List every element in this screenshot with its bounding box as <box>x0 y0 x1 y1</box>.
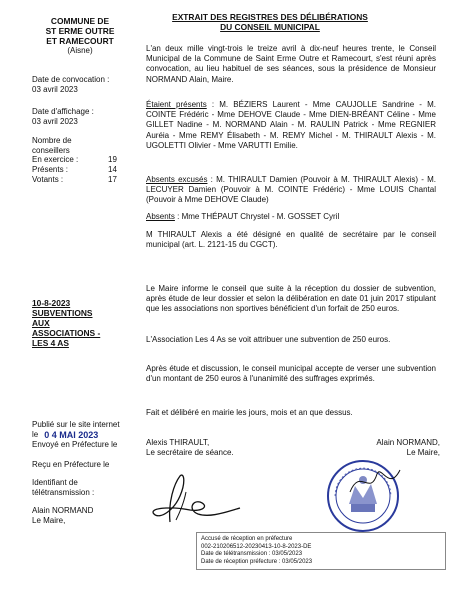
publication-stamp-date: 0 4 MAI 2023 <box>44 430 99 440</box>
count-row <box>32 155 132 165</box>
absents-label: Absents <box>146 212 175 221</box>
nombre-label-line: Nombre de <box>32 136 72 145</box>
body-paragraph-3: Après étude et discussion, le conseil municipal accepte de verser une subvention d'un montant de 250 euros à l'unanimité des suffrages exprimés. <box>146 364 436 384</box>
convocation-block <box>32 75 109 95</box>
commune-header <box>30 16 130 56</box>
commune-name-line: ST ERME OUTRE <box>45 26 115 36</box>
conseillers-counts <box>32 155 132 185</box>
secretary-title: Le secrétaire de séance. <box>146 448 234 457</box>
excuses-paragraph <box>146 175 436 206</box>
body-paragraph-1: Le Maire informe le conseil que suite à la réception du dossier de subvention, après étude de leur dossier et selon la délibération en date 01 juin 2017 stipulant que les associations non sportives bénéficient d'un forfait de 250 euros. <box>146 284 436 314</box>
mayor-title: Le Maire, <box>406 448 440 457</box>
presents-paragraph <box>146 100 436 151</box>
subject-line: ASSOCIATIONS - <box>32 328 101 338</box>
presents-label: Étaient présents <box>146 100 207 109</box>
body-paragraph-4: Fait et délibéré en mairie les jours, mois et an que dessus. <box>146 408 353 417</box>
count-label: En exercice : <box>32 155 79 164</box>
deliberation-subject <box>32 298 132 348</box>
affichage-block <box>32 107 94 127</box>
absents-paragraph <box>146 212 436 222</box>
subject-line: AUX <box>32 318 50 328</box>
secretary-signature-block <box>146 438 234 458</box>
title-line: DU CONSEIL MUNICIPAL <box>220 22 320 32</box>
publication-block <box>32 420 142 526</box>
spacer <box>32 470 142 478</box>
title-line: EXTRAIT DES REGISTRES DES DÉLIBÉRATIONS <box>172 12 368 22</box>
nombre-conseillers-label <box>32 136 72 156</box>
count-value: 19 <box>108 155 117 164</box>
convocation-date: 03 avril 2023 <box>32 85 78 94</box>
receipt-line: Date de télétransmission : 03/05/2023 <box>201 551 303 557</box>
published-le: le <box>32 430 39 439</box>
body-paragraph-2: L'Association Les 4 As se voit attribuer une subvention de 250 euros. <box>146 335 391 344</box>
spacer <box>32 498 142 506</box>
published-label: Publié sur le site internet <box>32 420 120 429</box>
commune-name-line: ET RAMECOURT <box>46 36 114 46</box>
department: (Aisne) <box>67 46 93 55</box>
count-label: Votants : <box>32 175 64 184</box>
published-date-row <box>32 430 142 440</box>
subject-line: SUBVENTIONS <box>32 308 93 318</box>
subject-line: LES 4 AS <box>32 338 69 348</box>
commune-name-line: COMMUNE DE <box>50 16 110 26</box>
teletrans-label: Identifiant de <box>32 478 78 487</box>
intro-paragraph: L'an deux mille vingt-trois le treize avril à dix-neuf heures trente, le Conseil Municipal de la Commune de Saint Erme Outre et Ramecourt, s'est réuni après convocation, au lieu habituel de ses séances, sous la présidence de Monsieur NORMAND Alain, Maire. <box>146 44 436 84</box>
convocation-label: Date de convocation : <box>32 75 110 84</box>
receipt-line: Accusé de réception en préfecture <box>201 536 293 542</box>
count-row <box>32 175 132 185</box>
received-label: Reçu en Préfecture le <box>32 460 110 469</box>
handwritten-signature <box>140 462 250 532</box>
sent-label: Envoyé en Préfecture le <box>32 440 118 449</box>
excuses-label: Absents excusés <box>146 175 208 184</box>
affichage-label: Date d'affichage : <box>32 107 94 116</box>
count-row <box>32 165 132 175</box>
receipt-line: 002-210206512-20230413-10-8-2023-DE <box>201 543 312 550</box>
secretary-name: Alexis THIRAULT, <box>146 438 210 447</box>
signer-name: Alain NORMAND <box>32 506 94 515</box>
prefecture-receipt-box <box>196 532 446 570</box>
spacer <box>32 450 142 460</box>
signer-title: Le Maire, <box>32 516 66 525</box>
mayor-name: Alain NORMAND, <box>376 438 440 447</box>
receipt-line: Date de réception préfecture : 03/05/2023 <box>201 558 313 565</box>
count-label: Présents : <box>32 165 69 174</box>
nombre-label-line: conseillers <box>32 146 70 155</box>
absents-text: : Mme THÉPAUT Chrystel - M. GOSSET Cyril <box>174 212 340 221</box>
mayor-handwritten-signature <box>345 462 405 502</box>
count-value: 17 <box>108 175 117 184</box>
document-title <box>150 12 390 32</box>
deliberation-number: 10-8-2023 <box>32 298 71 308</box>
mayor-signature-block <box>360 438 440 458</box>
count-value: 14 <box>108 165 117 174</box>
affichage-date: 03 avril 2023 <box>32 117 78 126</box>
secretary-paragraph: M THIRAULT Alexis a été désigné en qualité de secrétaire par le conseil municipal (art. L. 2121-15 du CGCT). <box>146 230 436 250</box>
excuses-text: : M. THIRAULT Damien (Pouvoir à M. THIRAULT Alexis) - M. LECUYER Damien (Pouvoir à M. COINTE Frédéric) - Mme LOUIS Chantal (Pouvoir à Mme DEHOVE Claude) <box>146 175 436 205</box>
teletrans-label: télétransmission : <box>32 488 95 497</box>
presents-text: : M. BÉZIERS Laurent - Mme CAUJOLLE Sandrine - M. COINTE Frédéric - Mme DEHOVE Claude - Mme DIEN-BRÉANT Céline - Mme GILLET Nadine - M. NORMAND Alain - M. RAULIN Patrick - Mme REGNIER Auréia - Mme REMY Élisabeth - M. REMY Michel - M. THIRAULT Alexis - M. UGOLETTI Olivier - Mme VARUTTI Emilie. <box>146 100 437 150</box>
